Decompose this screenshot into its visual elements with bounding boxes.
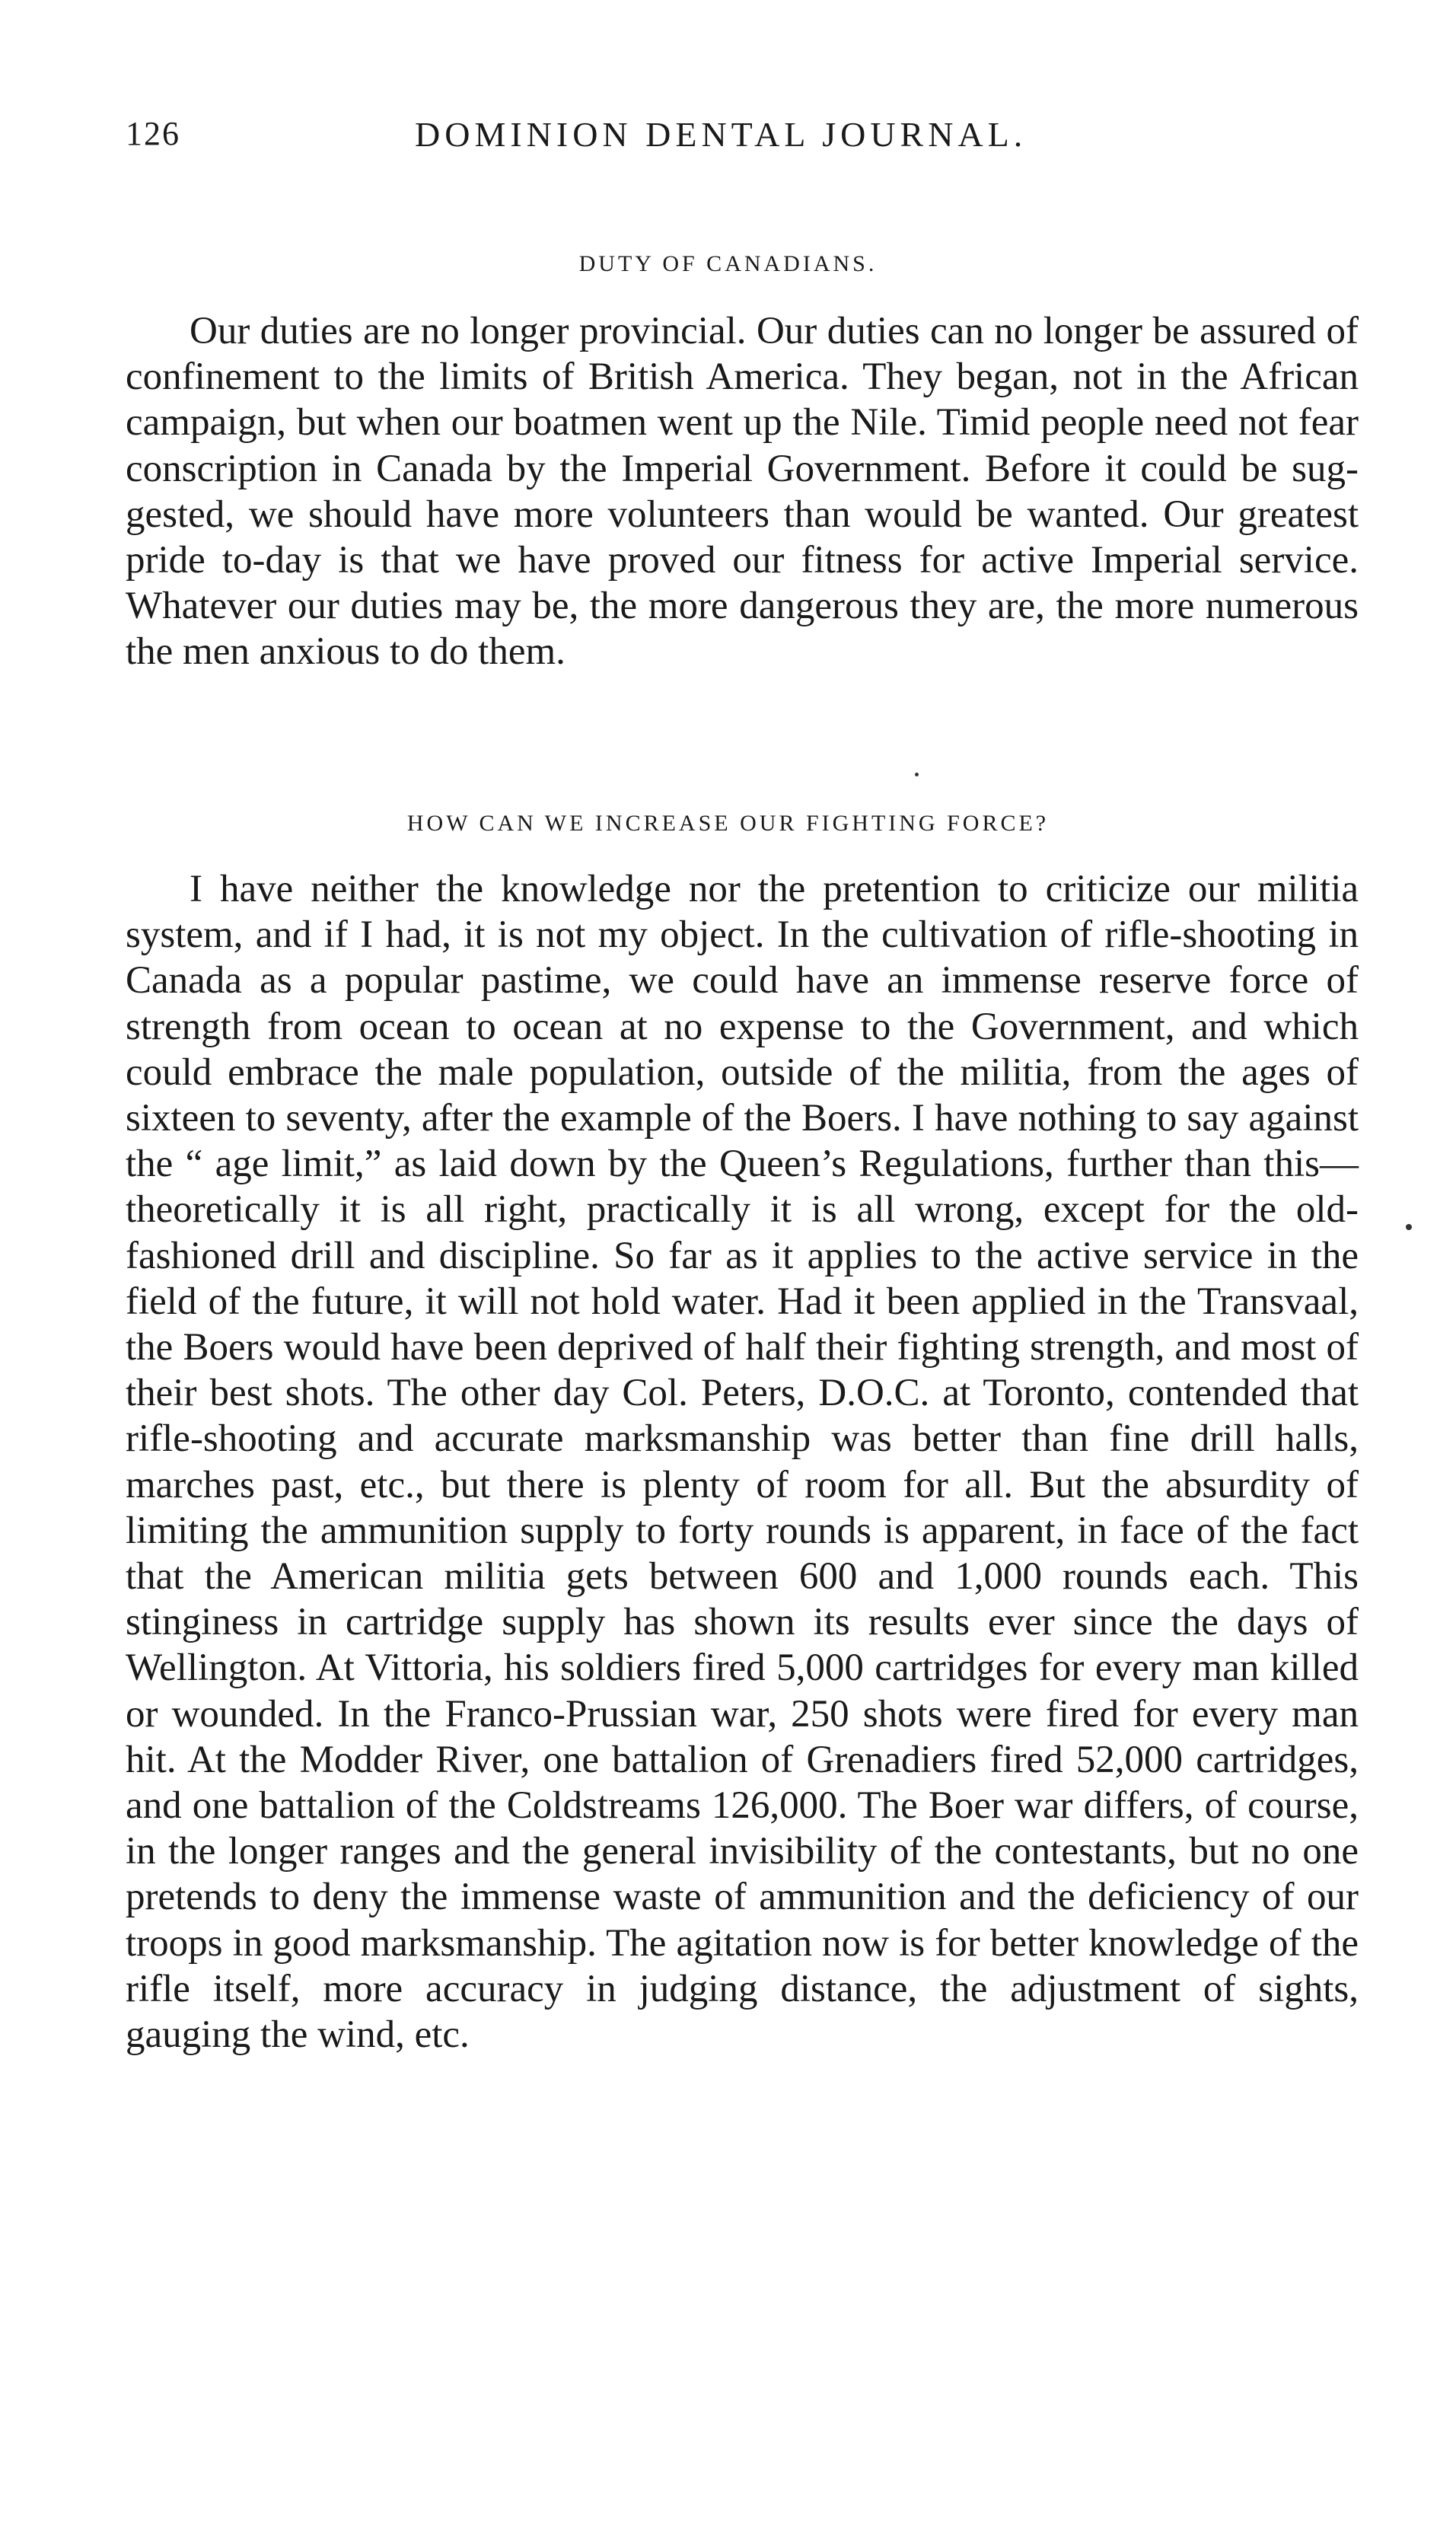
running-head — [126, 114, 1359, 167]
paragraph-duty-of-canadians: Our duties are no longer provincial. Our duties can no longer be assured of confinement to the limits of British America. They began, not in the African campaign, but when our boatmen went up the Nile. Timid people need not fear conscription in Canada by the Imperial Government. Before it could be suggested, we should have more volunteers than would be wanted. Our greatest pride to-day is that we have proved our fitness for active Imperial service. Whatever our duties may be, the more dangerous they are, the more numerous the men anxious to do them. — [126, 310, 1359, 674]
journal-title: DOMINION DENTAL JOURNAL. — [415, 115, 1027, 154]
section-heading-fighting-force: HOW CAN WE INCREASE OUR FIGHTING FORCE? — [406, 811, 1050, 836]
page-number: 126 — [126, 115, 180, 152]
ink-speck — [915, 773, 919, 776]
margin-dot — [1406, 1224, 1412, 1230]
section-heading-duty-of-canadians: DUTY OF CANADIANS. — [578, 251, 878, 276]
paragraph-fighting-force: I have neither the knowledge nor the pretention to criticize our militia system, and if I had, it is not my object. In the cultivation of rifle-shooting in Canada as a popular pastime, we could have an immense reserve force of strength from ocean to ocean at no expense to the Government, and which could embrace the male population, outside of the militia, from the ages of sixteen to seventy, after the example of the Boers. I have nothing to say against the “ age limit,” as laid down by the Queen’s Regulations, further than this—theoretically it is all right, practically it is all wrong, except for the old-fashioned drill and discipline. So far as it applies to the active service in the field of the future, it will not hold water. Had it been applied in the Transvaal, the Boers would have been deprived of half their fighting strength, and most of their best shots. The other day Col. Peters, D.O.C. at Toronto, contended that rifle-shooting and accurate marksmanship was better than fine drill halls, marches past, etc., but there is plenty of room for all. But the absurdity of limiting the ammunition supply to forty rounds is apparent, in face of the fact that the American militia gets between 600 and 1,000 rounds each. This stinginess in cartridge supply has shown its results ever since the days of Wellington. At Vittoria, his soldiers fired 5,000 cartridges for every man killed or wounded. In the Franco-Prussian war, 250 shots were fired for every man hit. At the Modder River, one battalion of Grenadiers fired 52,000 cartridges, and one battalion of the Coldstreams 126,000. The Boer war differs, of course, in the longer ranges and the general invisibility of the contestants, but no one pretends to deny the immense waste of ammunition and the deficiency of our troops in good marksmanship. The agitation now is for better knowledge of the rifle itself, more accuracy in judging distance, the adjustment of sights, gauging the wind, etc. — [126, 868, 1359, 2057]
